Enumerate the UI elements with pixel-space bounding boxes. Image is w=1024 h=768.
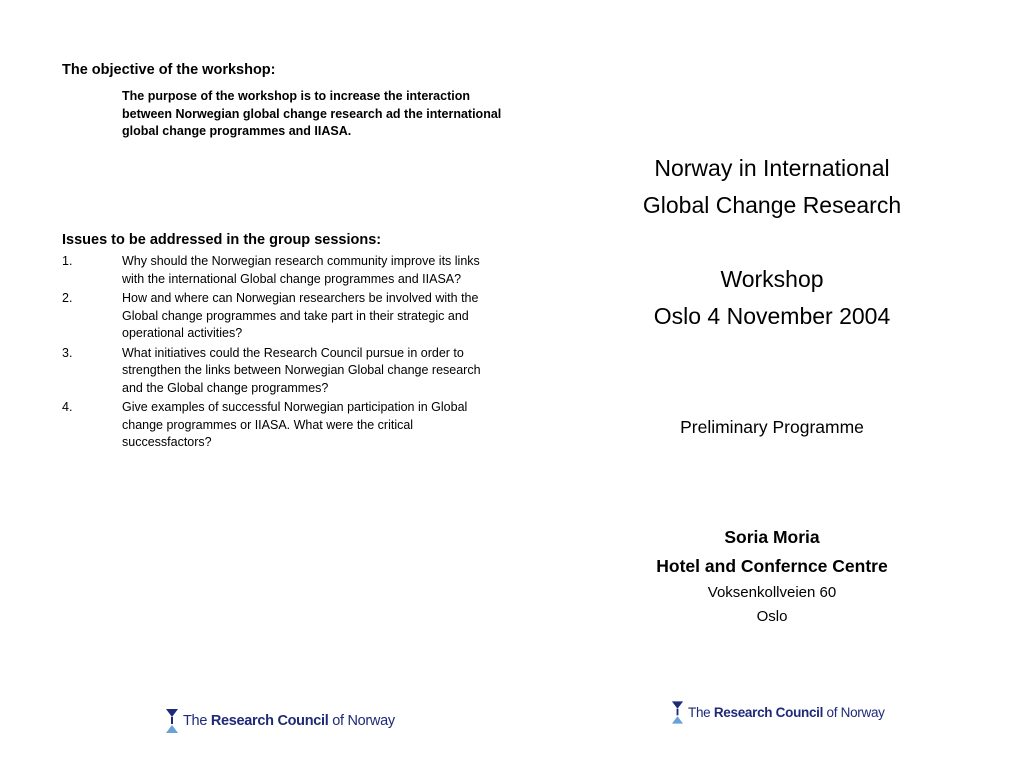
title-line-2: Global Change Research: [642, 192, 902, 218]
venue-address: Voksenkollveien 60: [707, 584, 837, 601]
logo-wordmark: [183, 713, 395, 729]
logo-word-of-norway: of Norway: [823, 705, 885, 720]
logo-word-of-norway: of Norway: [328, 713, 395, 729]
issue-text: Why should the Norwegian research community improve its links with the international Global change programmes and IIASA?: [122, 254, 480, 286]
logo-wordmark: [688, 705, 885, 720]
venue-subtitle: Hotel and Confernce Centre: [656, 556, 888, 576]
title-line-1: Norway in International: [654, 155, 890, 181]
workshop-label: Workshop: [720, 266, 824, 292]
issue-item: [62, 290, 502, 343]
logo-word-research-council: Research Council: [210, 713, 329, 729]
issue-item: [62, 253, 502, 288]
issue-number: 2.: [62, 291, 73, 305]
issue-text: How and where can Norwegian researchers be involved with the Global change programmes and take part in their strategic and operational activities?: [122, 291, 479, 340]
issue-number: 4.: [62, 400, 73, 414]
issue-number: 3.: [62, 345, 73, 360]
research-council-emblem-icon: [671, 700, 684, 725]
issue-text: What initiatives could the Research Council pursue in order to strengthen the links between Norwegian Global change research and the Global change programmes?: [122, 345, 481, 395]
issue-item: [62, 399, 502, 452]
issue-item: [62, 345, 502, 398]
venue-name: Soria Moria: [724, 527, 820, 547]
objective-section: [62, 60, 502, 141]
objective-text: The purpose of the workshop is to increase the interaction between Norwegian global change research ad the international global change programmes and IIASA.: [122, 89, 502, 138]
logo-word-the: The: [688, 705, 714, 720]
objective-heading: The objective of the workshop:: [62, 62, 276, 78]
workshop-block: [560, 261, 984, 335]
issues-heading: Issues to be addressed in the group sessions:: [62, 232, 382, 248]
logo-word-the: The: [183, 713, 211, 729]
venue-city: Oslo: [756, 608, 788, 625]
workshop-date: Oslo 4 November 2004: [653, 303, 891, 329]
cover-panel: [560, 150, 984, 629]
research-council-emblem-icon: [165, 708, 179, 734]
venue-block: [560, 523, 984, 629]
issue-text: Give examples of successful Norwegian participation in Global change programmes or IIASA. What were the critical successfactors?: [122, 400, 468, 449]
research-council-logo: [671, 700, 885, 725]
logo-word-research-council: Research Council: [713, 705, 824, 720]
issues-list: [62, 253, 502, 454]
issue-number: 1.: [62, 254, 73, 268]
research-council-logo: [165, 708, 395, 734]
programme-label: Preliminary Programme: [680, 417, 864, 437]
